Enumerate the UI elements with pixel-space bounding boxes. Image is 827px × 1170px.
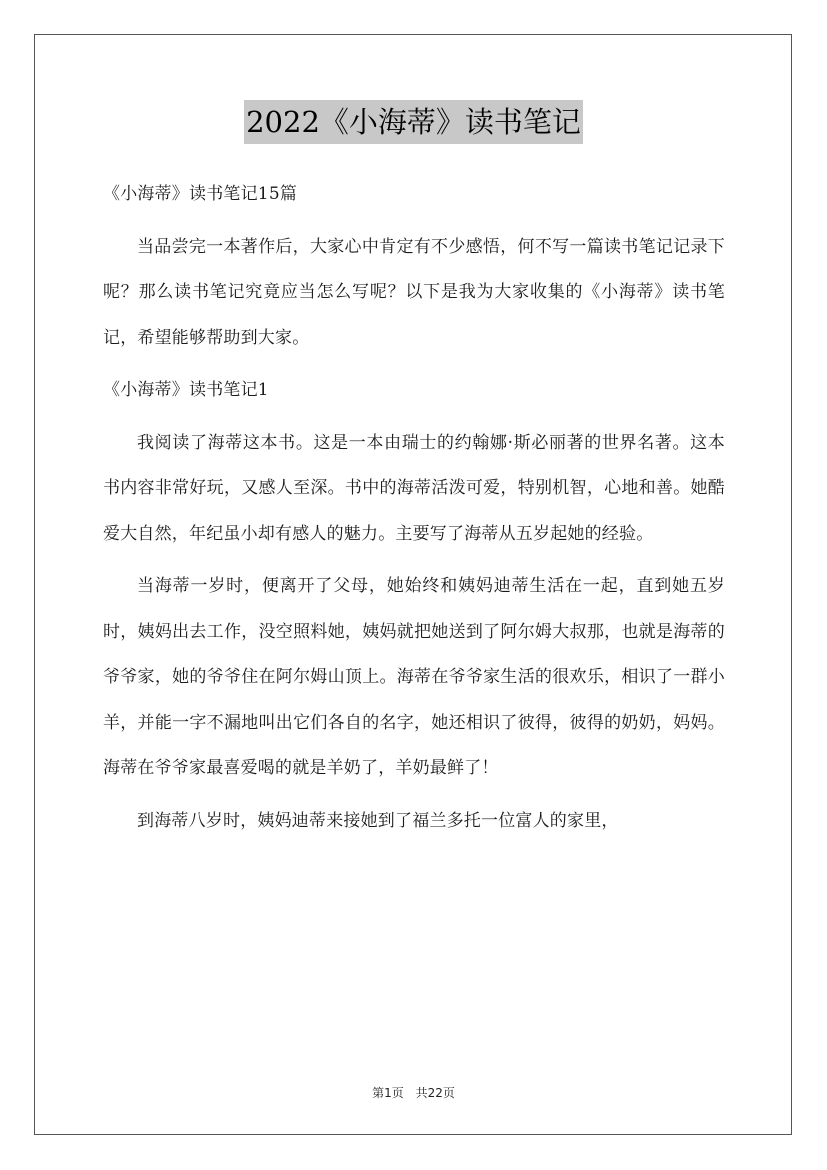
page-footer <box>0 1084 827 1101</box>
document-subtitle: 《小海蒂》读书笔记15篇 <box>103 184 298 204</box>
body-paragraph-3: 到海蒂八岁时，姨妈迪蒂来接她到了福兰多托一位富人的家里， <box>137 810 619 831</box>
document-body <box>103 172 725 844</box>
body-paragraph-1: 我阅读了海蒂这本书。这是一本由瑞士的约翰娜·斯必丽著的世界名著。这本书内容非常好玩，又感人至深。书中的海蒂活泼可爱，特别机智，心地和善。她酷爱大自然，年纪虽小却有感人的魅力。主要写了海蒂从五岁起她的经验。 <box>103 432 725 544</box>
intro-paragraph: 当品尝完一本著作后，大家心中肯定有不少感悟，何不写一篇读书笔记记录下呢？那么读书笔记究竟应当怎么写呢？以下是我为大家收集的《小海蒂》读书笔记，希望能够帮助到大家。 <box>103 236 725 348</box>
page-total: 共22页 <box>415 1086 455 1100</box>
document-title-text: 2022《小海蒂》读书笔记 <box>244 100 583 144</box>
section-heading: 《小海蒂》读书笔记1 <box>103 380 269 400</box>
body-paragraph-2: 当海蒂一岁时，便离开了父母，她始终和姨妈迪蒂生活在一起，直到她五岁时，姨妈出去工作，没空照料她，姨妈就把她送到了阿尔姆大叔那，也就是海蒂的爷爷家，她的爷爷住在阿尔姆山顶上。海蒂在爷爷家生活的很欢乐，相识了一群小羊，并能一字不漏地叫出它们各自的名字，她还相识了彼得，彼得的奶奶，妈妈。海蒂在爷爷家最喜爱喝的就是羊奶了，羊奶最鲜了！ <box>103 576 725 778</box>
page-number: 第1页 <box>372 1086 404 1100</box>
document-title <box>0 100 827 144</box>
